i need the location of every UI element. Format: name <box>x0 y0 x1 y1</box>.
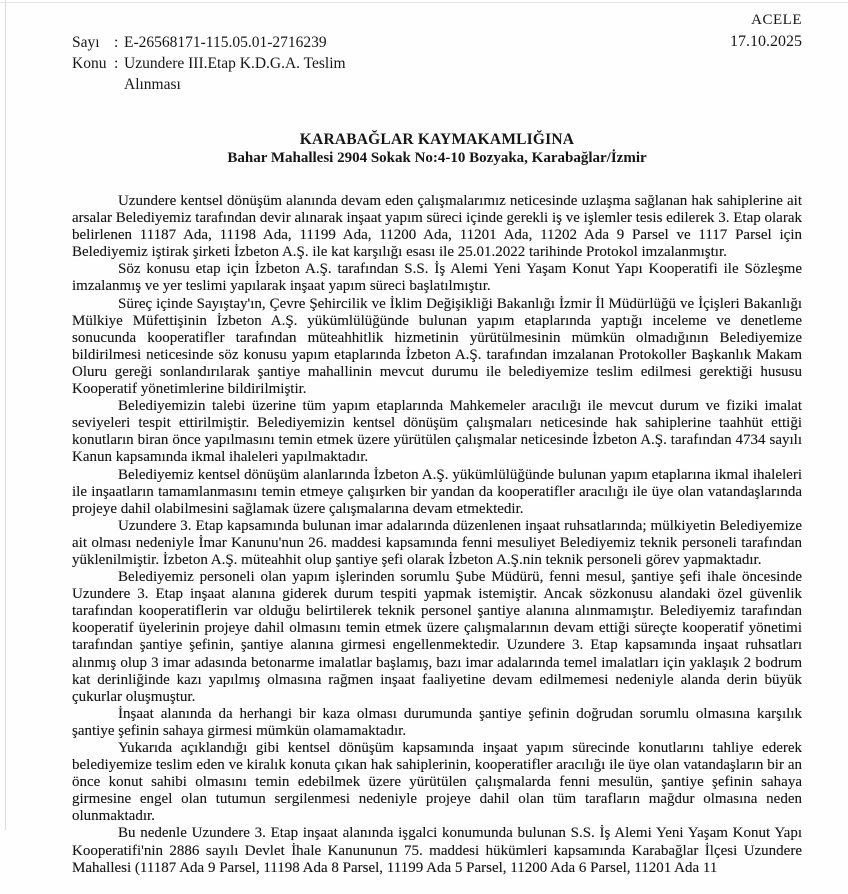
body-paragraph-9: Yukarıda açıklandığı gibi kentsel dönüşüm kapsamında inşaat yapım sürecinde konutlarını tahliye ederek belediyemize teslim eden ve kiralık konuta çıkan hak sahiplerinin, kooperatifler aracılığı ile üye olan vatandaşların bir an önce konut sahibi olmasını temin edebilmek üzere yürütülen çalışmalarda fenni mesulün, şantiye şefinin sahaya girmesine engel olan tutumun sergilenmesi nedeniyle projeye dahil olan tüm tarafların mağdur olmasına neden olunmaktadır. <box>72 740 802 825</box>
document-header <box>72 6 802 114</box>
urgency-label: ACELE <box>751 12 802 28</box>
sayi-label: Sayı <box>72 34 100 51</box>
header-right-block <box>730 10 802 52</box>
body-paragraph-10: Bu nedenle Uzundere 3. Etap inşaat alanında işgalci konumunda bulunan S.S. İş Alemi Yeni Yaşam Konut Yapı Kooperatifi'nin 2886 sayılı Devlet İhale Kanununun 75. maddesi hükümleri kapsamında Karabağlar İlçesi Uzundere Mahallesi (11187 Ada 9 Parsel, 11198 Ada 8 Parsel, 11199 Ada 5 Parsel, 11200 Ada 6 Parsel, 11201 Ada 11 <box>72 825 802 876</box>
sayi-value: E-26568171-115.05.01-2716239 <box>124 34 327 51</box>
body-paragraph-5: Belediyemiz kentsel dönüşüm alanlarında İzbeton A.Ş. yükümlülüğünde bulunan yapım etaplarına ikmal ihaleleri ile inşaatların tamamlanmasını temin etmeye çalışırken bir yandan da kooperatifler aracılığı ile üye olan vatandaşlarında projeye dahil olabilmesini sağlamak üzere çalışmalarına devam etmektedir. <box>72 466 802 517</box>
sayi-row <box>72 32 802 53</box>
reference-block <box>72 6 802 95</box>
body-paragraph-2: Söz konusu etap için İzbeton A.Ş. tarafından S.S. İş Alemi Yeni Yaşam Konut Yapı Kooperatifi ile Sözleşme imzalanmış ve yer teslimi yapılarak inşaat yapım süreci başlatılmıştır. <box>72 261 802 295</box>
body-paragraph-4: Belediyemizin talebi üzerine tüm yapım etaplarında Mahkemeler aracılığı ile mevcut durum ve fiziki imalat seviyeleri tespit ettirilmiştir. Belediyemizin kentsel dönüşüm çalışmaları neticesinde hak sahiplerine taahhüt ettiği konutların biran önce yapılmasını temin etmek üzere yürütülen çalışmalar neticesinde İzbeton A.Ş. tarafından 4734 sayılı Kanun kapsamında ikmal ihaleleri yapılmaktadır. <box>72 398 802 466</box>
document-body <box>72 193 802 877</box>
body-paragraph-1: Uzundere kentsel dönüşüm alanında devam eden çalışmalarımız neticesinde uzlaşma sağlanan hak sahiplerine ait arsalar Belediyemiz tarafından devir alınarak inşaat yapım süreci içinde gerekli iş ve işlemler tesis edilerek 3. Etap olarak belirlenen 11187 Ada, 11198 Ada, 11199 Ada, 11200 Ada, 11201 Ada, 11202 Ada 9 Parsel ve 1117 Parsel için Belediyemiz iştirak şirketi İzbeton A.Ş. ile kat karşılığı esası ile 25.01.2022 tarihinde Protokol imzalanmıştır. <box>72 193 802 261</box>
body-paragraph-6: Uzundere 3. Etap kapsamında bulunan imar adalarında düzenlenen inşaat ruhsatlarında; mülkiyetin Belediyemize ait olması nedeniyle İmar Kanunu'nun 26. maddesi kapsamında fenni mesuliyet Belediyemiz teknik personeli tarafından yüklenilmiştir. İzbeton A.Ş. müteahhit olup şantiye şefi olarak İzbeton A.Ş.nin teknik personeli görev yapmaktadır. <box>72 517 802 568</box>
body-paragraph-8: İnşaat alanında da herhangi bir kaza olması durumunda şantiye şefinin doğrudan sorumlu olmasına karşılık şantiye şefinin sahaya girmesi mümkün olamamaktadır. <box>72 705 802 739</box>
recipient-address: Bahar Mahallesi 2904 Sokak No:4-10 Bozyaka, Karabağlar/İzmir <box>227 150 647 166</box>
document-date: 17.10.2025 <box>730 33 802 50</box>
konu-value: Uzundere III.Etap K.D.G.A. Teslim Alınması <box>124 55 346 93</box>
body-paragraph-3: Süreç içinde Sayıştay'ın, Çevre Şehircilik ve İklim Değişikliği Bakanlığı İzmir İl Müdürlüğü ve İçişleri Bakanlığı Mülkiye Müfettişinin İzbeton A.Ş. yükümlülüğünde bulunan yapım etaplarında yaptığı inceleme ve denetleme sonucunda kooperatifler tarafından müteahhitlik hizmetinin yürütülmesinin mümkün olmadığının Belediyemize bildirilmesi neticesinde söz konusu yapım etaplarında İzbeton A.Ş. tarafından imzalanan Protokoller Başkanlık Makam Oluru gereği sonlandırılarak şantiye mahallinin mevcut durumu ile belediyemize teslim edilmesi gerektiği hususu Kooperatif yönetimlerine bildirilmiştir. <box>72 295 802 398</box>
konu-separator: : <box>114 55 119 72</box>
body-paragraph-7: Belediyemiz personeli olan yapım işlerinden sorumlu Şube Müdürü, fenni mesul, şantiye şefi ihale öncesinde Uzundere 3. Etap inşaat alanına giderek durum tespiti yapmak istemiştir. Ancak sözkonusu alandaki özel güvenlik tarafından kooperatiflerin var olduğu belirtilerek teknik personel şantiye alanına alınmamıştır. Belediyemiz tarafından kooperatif üyelerinin projeye dahil olmasını temin etmek üzere çalışmalarının devam ettiği süreçte kooperatif yönetimi tarafından şantiye şefinin, şantiye alanına girmesi engellenmektedir. Uzundere 3. Etap kapsamında inşaat ruhsatları alınmış olup 3 imar adasında betonarme imalatlar başlamış, bazı imar adalarında temel imalatları için yaklaşık 2 bodrum kat derinliğinde kazı yapılmış olmasına rağmen inşaat faaliyetine devam edilmemesi nedeniyle alanda derin büyük çukurlar oluşmuştur. <box>72 569 802 705</box>
recipient-title: KARABAĞLAR KAYMAKAMLIĞINA <box>299 131 575 148</box>
konu-label: Konu <box>72 55 107 72</box>
sayi-separator: : <box>114 34 119 51</box>
konu-row <box>72 53 802 95</box>
recipient-block <box>72 130 802 168</box>
